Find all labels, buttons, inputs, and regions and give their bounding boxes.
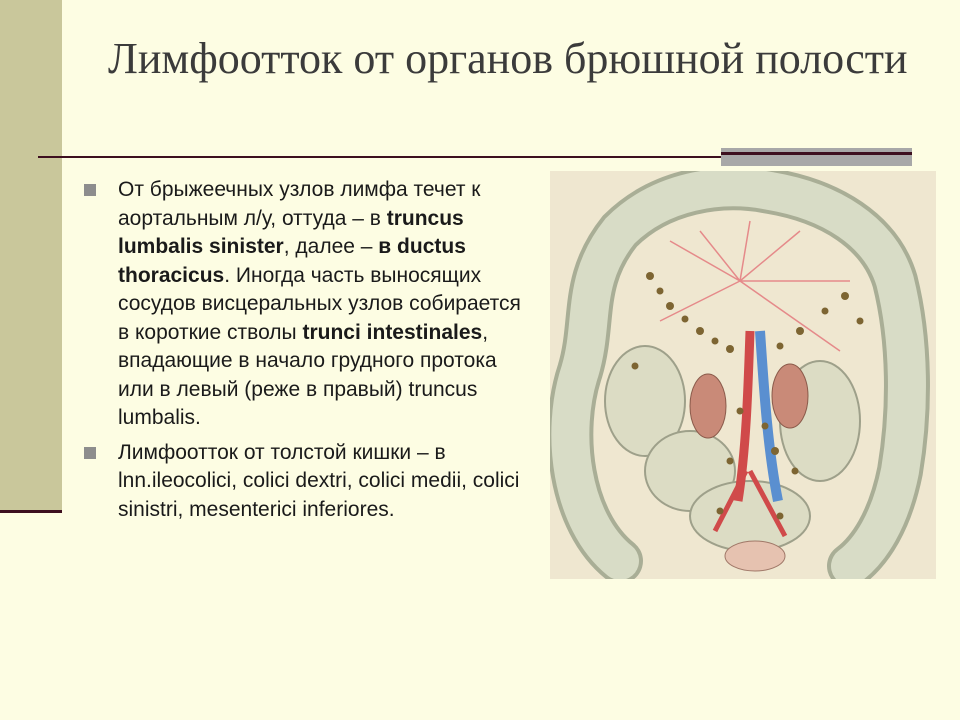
title-divider-block-line bbox=[721, 152, 912, 155]
uterus bbox=[725, 541, 785, 571]
bullet-1-term-trunci: trunci intestinales bbox=[302, 320, 483, 344]
left-kidney bbox=[772, 364, 808, 428]
bullet-1-term-ductus: в ductus thoracicus bbox=[118, 235, 466, 287]
bullet-square-icon bbox=[84, 447, 96, 459]
bullet-1-text-c: . Иногда часть выносящих сосудов висцеральных узлов собирается в короткие стволы bbox=[118, 263, 521, 344]
title-divider-block bbox=[721, 148, 912, 166]
bullet-1-term-truncus: truncus lumbalis sinister bbox=[118, 206, 464, 258]
bullet-square-icon bbox=[84, 184, 96, 196]
left-accent-rule bbox=[0, 510, 62, 513]
bullet-2-text: Лимфоотток от толстой кишки – в lnn.ileocolici, colici dextri, colici medii, colici sinistri, mesenterici inferiores. bbox=[118, 440, 520, 521]
bullet-item-1 bbox=[82, 176, 530, 433]
bullet-1-text-b: , далее – bbox=[283, 235, 379, 258]
bullet-item-2 bbox=[82, 439, 530, 525]
left-accent-bar bbox=[0, 0, 62, 512]
bullet-1-text-a: От брыжеечных узлов лимфа течет к аортальным л/у, оттуда – в bbox=[118, 178, 481, 230]
slide-title: Лимфоотток от органов брюшной полости bbox=[108, 34, 908, 83]
right-kidney bbox=[690, 374, 726, 438]
bullet-1-text-d: , впадающие в начало грудного протока или в левый (реже в правый) truncus lumbalis. bbox=[118, 320, 497, 429]
anatomy-illustration bbox=[550, 171, 936, 579]
slide-body bbox=[82, 176, 530, 530]
abdominal-lymphatics-drawing bbox=[550, 171, 936, 579]
